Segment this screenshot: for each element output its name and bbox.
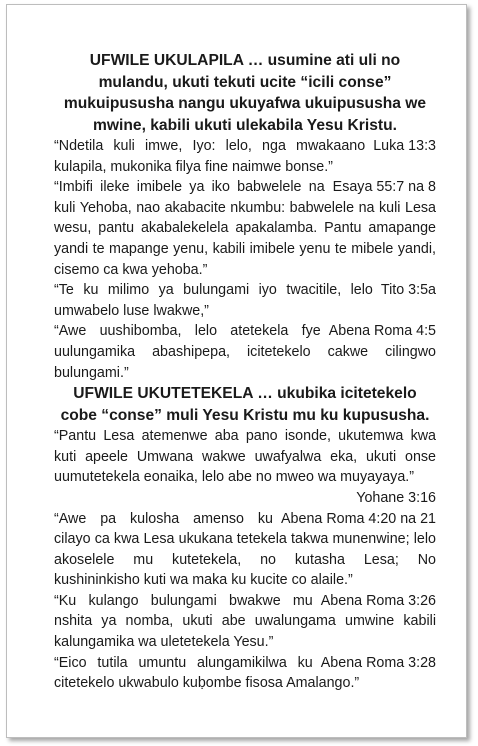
verse-romans-3-26 bbox=[54, 591, 436, 653]
verse-reference: Abena Roma 4:5 bbox=[328, 323, 436, 340]
verse-reference: Abena Roma 4:20 na 21 bbox=[281, 510, 436, 527]
verse-reference: Abena Roma 3:28 bbox=[320, 654, 436, 671]
verse-titus-3-5a bbox=[54, 280, 436, 321]
verse-reference: Yohane 3:16 bbox=[356, 489, 436, 506]
verse-text: “Te ku milimo ya bulungami iyo twacitile, lelo umwabelo luse lwakwe,” bbox=[54, 282, 373, 319]
section-heading-believe: UFWILE UKUTETEKELA … ukubika icitetekelo cobe “conse” muli Yesu Kristu mu ku kupususha. bbox=[60, 385, 430, 424]
verse-text: “Ku kulango bulungami bwakwe mu nshita ya nomba, ukuti abe uwalungama umwine kabili kalungamika wa uletetekela Yesu.” bbox=[54, 592, 436, 651]
verse-romans-4-20-21 bbox=[54, 509, 436, 591]
verse-isaiah-55-7-8 bbox=[54, 177, 436, 280]
verse-romans-3-28 bbox=[54, 653, 436, 694]
verse-text: “Eico tutila umuntu alungamikilwa ku citetekelo ukwabulo kuḅombe fisosa Amalango.” bbox=[54, 654, 360, 692]
verse-text: “Ndetila kuli imwe, Iyo: lelo, nga mwakaano kulapila, mukonika filya fine naimwe bonse.” bbox=[54, 138, 366, 175]
verse-john-3-16 bbox=[54, 426, 436, 488]
verse-reference: Esaya 55:7 na 8 bbox=[332, 179, 436, 196]
verse-text: “Pantu Lesa atemenwe aba pano isonde, ukutemwa kwa kuti apeele Umwana wakwe uwafyalwa eka, ukuti onse uumutetekela eonaika, lelo abe no mweo wa muyayaya.” bbox=[54, 428, 436, 486]
section-heading-repent: UFWILE UKULAPILA … usumine ati uli no mulandu, ukuti tekuti ucite “icili conse” mukuipususha nangu ukuyafwa ukuipususha we mwine, kabili ukuti ulekabila Yesu Kristu. bbox=[63, 52, 427, 134]
verse-reference: Abena Roma 3:26 bbox=[320, 592, 436, 609]
tract-content bbox=[54, 50, 436, 694]
verse-text: “Imbifi ileke imibele ya iko babwelele na kuli Yehoba, nao akabacite nkumbu: babwelele na kuli Lesa wesu, pantu akabalekelela apakalamba. Pantu amapange yandi te mapange yenu, kabili imibele yenu te mibele yandi, cisemo ca kwa yehoba.” bbox=[54, 179, 436, 278]
verse-text: “Awe uushibomba, lelo atetekela fye uulungamika abashipepa, icitetekelo cakwe cilingwo bulungami.” bbox=[54, 323, 436, 381]
verse-text: “Awe pa kulosha amenso ku cilayo ca kwa Lesa ukukana tetekela takwa munenwine; lelo akoselele mu kutetekela, no kutasha Lesa; No kushininkisho kuti wa maka ku kucite co alaile.” bbox=[54, 510, 436, 589]
verse-reference: Tito 3:5a bbox=[380, 282, 436, 299]
verse-luke-13-3 bbox=[54, 136, 436, 177]
verse-romans-4-5 bbox=[54, 321, 436, 383]
verse-reference: Luka 13:3 bbox=[373, 138, 436, 154]
tract-card bbox=[6, 4, 467, 738]
